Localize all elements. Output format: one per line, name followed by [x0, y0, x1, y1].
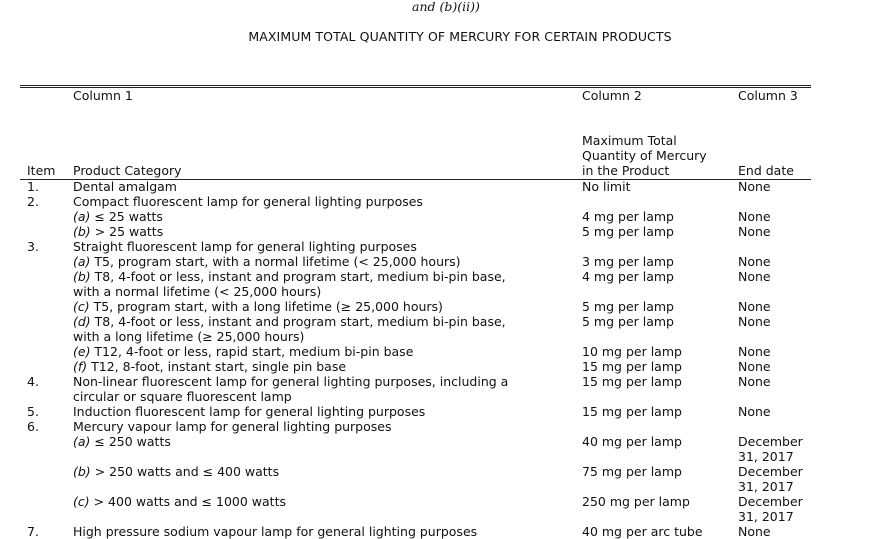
sub-item-label: (f) — [73, 359, 88, 374]
category-text: > 25 watts — [90, 224, 164, 239]
product-category — [73, 194, 423, 209]
sub-item-label: (a) — [73, 434, 91, 449]
max-quantity — [582, 374, 682, 389]
item-number — [27, 194, 39, 209]
category-text: with a long lifetime (≥ 25,000 hours) — [73, 329, 305, 344]
sub-item-label: (a) — [73, 209, 91, 224]
category-text: > 400 watts and ≤ 1000 watts — [89, 494, 286, 509]
max-quantity-text: 250 mg per lamp — [582, 494, 690, 509]
max-quantity — [582, 314, 674, 329]
max-quantity-text: No limit — [582, 179, 631, 194]
product-category — [73, 404, 425, 419]
max-quantity — [582, 209, 674, 224]
category-text: Mercury vapour lamp for general lighting purposes — [73, 419, 392, 434]
max-quantity-text: 40 mg per arc tube — [582, 524, 703, 539]
end-date — [738, 524, 771, 539]
product-category — [73, 464, 279, 479]
product-category — [73, 419, 391, 434]
end-date — [738, 374, 771, 389]
end-date — [738, 494, 803, 509]
item-number — [27, 179, 39, 194]
end-date — [738, 464, 803, 479]
item-number — [27, 239, 39, 254]
product-category — [73, 389, 292, 404]
product-category — [73, 524, 477, 539]
end-date-text: None — [738, 179, 771, 194]
item-number-text: 5. — [27, 404, 39, 419]
sub-item-label: (b) — [73, 224, 91, 239]
max-quantity-text: 10 mg per lamp — [582, 344, 682, 359]
max-quantity — [582, 359, 682, 374]
max-quantity — [582, 404, 682, 419]
category-text: T5, program start, with a long lifetime (≥ 25,000 hours) — [89, 299, 443, 314]
qty-header-line-1: Maximum Total — [582, 133, 677, 148]
max-quantity — [582, 494, 690, 509]
product-category — [73, 284, 321, 299]
product-category — [73, 374, 508, 389]
category-text: T12, 4-foot or less, rapid start, medium bi-pin base — [90, 344, 414, 359]
category-text: Non-linear fluorescent lamp for general lighting purposes, including a — [73, 374, 509, 389]
category-header: Product Category — [73, 163, 182, 178]
end-date-text: None — [738, 404, 771, 419]
sub-item-label: (b) — [73, 269, 91, 284]
max-quantity-text: 5 mg per lamp — [582, 314, 674, 329]
max-quantity-text: 5 mg per lamp — [582, 224, 674, 239]
product-category — [73, 209, 163, 224]
sub-item-label: (c) — [73, 299, 90, 314]
end-date-text: None — [738, 224, 771, 239]
category-text: ≤ 25 watts — [90, 209, 163, 224]
item-header: Item — [27, 163, 56, 178]
max-quantity-text: 40 mg per lamp — [582, 434, 682, 449]
category-text: ≤ 250 watts — [90, 434, 171, 449]
product-category — [73, 344, 413, 359]
end-date — [738, 479, 794, 494]
end-date — [738, 209, 771, 224]
end-date — [738, 179, 771, 194]
item-number-text: 3. — [27, 239, 39, 254]
end-date-text: 31, 2017 — [738, 509, 794, 524]
max-quantity-text: 4 mg per lamp — [582, 269, 674, 284]
sub-item-label: (b) — [73, 464, 91, 479]
end-date — [738, 434, 803, 449]
end-date-text: 31, 2017 — [738, 479, 794, 494]
max-quantity-text: 15 mg per lamp — [582, 404, 682, 419]
category-text: Dental amalgam — [73, 179, 177, 194]
max-quantity-text: 75 mg per lamp — [582, 464, 682, 479]
end-date-text: None — [738, 254, 771, 269]
end-date-text: None — [738, 359, 771, 374]
max-quantity — [582, 269, 674, 284]
sub-item-label: (c) — [73, 494, 90, 509]
category-text: circular or square fluorescent lamp — [73, 389, 292, 404]
product-category — [73, 179, 177, 194]
category-text: > 250 watts and ≤ 400 watts — [90, 464, 280, 479]
end-date-header: End date — [738, 163, 794, 178]
max-quantity — [582, 464, 682, 479]
category-text: with a normal lifetime (< 25,000 hours) — [73, 284, 322, 299]
end-date — [738, 269, 771, 284]
end-date-text: None — [738, 269, 771, 284]
item-number-text: 2. — [27, 194, 39, 209]
max-quantity-text: 15 mg per lamp — [582, 359, 682, 374]
max-quantity — [582, 224, 674, 239]
qty-header-line-2: Quantity of Mercury — [582, 148, 707, 163]
max-quantity — [582, 524, 703, 539]
max-quantity-text: 5 mg per lamp — [582, 299, 674, 314]
max-quantity-text: 3 mg per lamp — [582, 254, 674, 269]
item-number-text: 4. — [27, 374, 39, 389]
product-category — [73, 314, 506, 329]
sub-item-label: (a) — [73, 254, 91, 269]
category-text: Straight fluorescent lamp for general lighting purposes — [73, 239, 417, 254]
item-number-text: 6. — [27, 419, 39, 434]
category-text: T5, program start, with a normal lifetime (< 25,000 hours) — [90, 254, 461, 269]
end-date — [738, 509, 794, 524]
product-category — [73, 269, 506, 284]
end-date-text: December — [738, 494, 803, 509]
product-category — [73, 254, 461, 269]
product-category — [73, 224, 163, 239]
column-1-header: Column 1 — [73, 88, 133, 103]
end-date-text: 31, 2017 — [738, 449, 794, 464]
end-date-text: None — [738, 299, 771, 314]
item-number-text: 1. — [27, 179, 39, 194]
table-top-rule — [20, 85, 811, 86]
product-category — [73, 434, 171, 449]
product-category — [73, 239, 417, 254]
max-quantity-text: 4 mg per lamp — [582, 209, 674, 224]
end-date — [738, 344, 771, 359]
max-quantity-text: 15 mg per lamp — [582, 374, 682, 389]
end-date-text: None — [738, 314, 771, 329]
column-2-header: Column 2 — [582, 88, 642, 103]
sub-item-label: (d) — [73, 314, 91, 329]
item-number — [27, 404, 39, 419]
max-quantity — [582, 434, 682, 449]
header-fragment: and (b)(ii)) — [412, 0, 480, 14]
max-quantity — [582, 179, 630, 194]
end-date — [738, 449, 794, 464]
sub-item-label: (e) — [73, 344, 91, 359]
product-category — [73, 359, 346, 374]
category-text: T8, 4-foot or less, instant and program start, medium bi-pin base, — [90, 314, 506, 329]
qty-header-line-3: in the Product — [582, 163, 670, 178]
end-date-text: None — [738, 209, 771, 224]
category-text: T12, 8-foot, instant start, single pin base — [87, 359, 347, 374]
category-text: Induction fluorescent lamp for general lighting purposes — [73, 404, 426, 419]
end-date — [738, 314, 771, 329]
max-quantity — [582, 299, 674, 314]
column-3-header: Column 3 — [738, 88, 798, 103]
category-text: T8, 4-foot or less, instant and program start, medium bi-pin base, — [90, 269, 506, 284]
product-category — [73, 329, 304, 344]
end-date-text: None — [738, 524, 771, 539]
product-category — [73, 299, 443, 314]
max-quantity — [582, 344, 682, 359]
end-date — [738, 359, 771, 374]
item-number-text: 7. — [27, 524, 39, 539]
product-category — [73, 494, 286, 509]
item-number — [27, 419, 39, 434]
category-text: Compact fluorescent lamp for general lighting purposes — [73, 194, 423, 209]
end-date-text: None — [738, 344, 771, 359]
category-text: High pressure sodium vapour lamp for general lighting purposes — [73, 524, 478, 539]
table-top-rule-2 — [20, 87, 811, 88]
end-date — [738, 224, 771, 239]
item-number — [27, 374, 39, 389]
item-number — [27, 524, 39, 539]
end-date-text: December — [738, 464, 803, 479]
end-date-text: None — [738, 374, 771, 389]
page-title: MAXIMUM TOTAL QUANTITY OF MERCURY FOR CERTAIN PRODUCTS — [248, 29, 672, 44]
max-quantity — [582, 254, 674, 269]
end-date — [738, 254, 771, 269]
end-date — [738, 299, 771, 314]
end-date — [738, 404, 771, 419]
end-date-text: December — [738, 434, 803, 449]
